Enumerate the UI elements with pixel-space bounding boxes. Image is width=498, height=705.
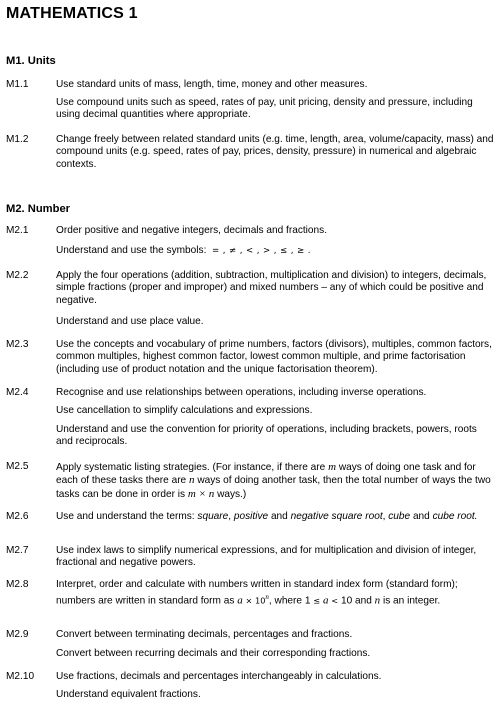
term-negative-square-root: negative square root <box>290 511 383 522</box>
item-text-m1-1-a: Use standard units of mass, length, time, money and other measures. <box>56 79 368 90</box>
var-n-2: n <box>374 594 381 607</box>
item-text-m2-9-b: Convert between recurring decimals and their corresponding fractions. <box>56 648 371 659</box>
m2-6-and-2: and <box>412 511 430 522</box>
m2-5-text-4: ways.) <box>217 488 247 500</box>
item-text-m2-7: Use index laws to simplify numerical expressions, and for multiplication and division of integer, fractional and negative powers. <box>56 545 477 569</box>
term-square: square <box>197 511 229 522</box>
item-text-m2-4-a: Recognise and use relationships between operations, including inverse operations. <box>56 387 427 398</box>
item-number-m2-9: M2.9 <box>6 629 29 640</box>
section-heading-units: M1. Units <box>6 55 56 67</box>
symbols-intro: Understand and use the symbols: <box>56 245 207 256</box>
item-text-m2-6: Use and understand the terms: square, positive and negative square root, cube and cube root. <box>56 511 478 522</box>
exponent-n: n <box>265 593 269 602</box>
item-text-m2-8 <box>56 579 494 608</box>
item-text-m2-3: Use the concepts and vocabulary of prime numbers, factors (divisors), multiples, common factors, common multiples, highest common factor, lowest common multiple, and prime factorisation (including use of product notation and the unique factorisation theorem). <box>56 339 492 375</box>
item-number-m2-6: M2.6 <box>6 511 29 522</box>
var-a: a <box>237 594 243 607</box>
item-text-m2-10-a: Use fractions, decimals and percentages interchangeably in calculations. <box>56 671 382 682</box>
m2-6-and-1: and <box>270 511 288 522</box>
section-heading-number: M2. Number <box>6 203 71 215</box>
m2-6-lead: Use and understand the terms: <box>56 511 195 522</box>
item-number-m2-7: M2.7 <box>6 545 29 556</box>
item-text-m2-10-b: Understand equivalent fractions. <box>56 689 201 700</box>
item-number-m2-2: M2.2 <box>6 270 29 281</box>
item-text-m2-1-a: Order positive and negative integers, decimals and fractions. <box>56 225 327 236</box>
item-number-m2-3: M2.3 <box>6 339 29 350</box>
product-m-n: m × n <box>187 487 215 500</box>
item-number-m2-10: M2.10 <box>6 671 35 682</box>
item-number-m2-8: M2.8 <box>6 579 29 590</box>
item-text-m1-2: Change freely between related standard units (e.g. time, length, area, volume/capacity, mass) and compound units (e.g. speed, rates of pay, prices, density, pressure) in numerical and algebraic contexts. <box>56 134 494 170</box>
var-a-2: a <box>322 594 329 607</box>
item-number-m2-1: M2.1 <box>6 225 29 236</box>
item-number-m1-1: M1.1 <box>6 79 29 90</box>
times-ten: × 10 <box>245 595 266 606</box>
item-text-m2-4-c: Understand and use the convention for priority of operations, including brackets, powers, roots and reciprocals. <box>56 424 477 448</box>
term-cube-root: cube root. <box>432 511 478 522</box>
item-text-m2-2-b: Understand and use place value. <box>56 316 204 327</box>
lt-symbol: < <box>331 595 339 606</box>
item-number-m2-5: M2.5 <box>6 461 29 472</box>
m2-8-text-1: Interpret, order and calculate with numbers written in standard index form (standard form); numbers are written in standard form as <box>56 579 458 607</box>
m2-8-text-2: , where 1 <box>268 595 311 607</box>
term-positive: positive <box>233 511 269 522</box>
m2-5-text-2: ways of doing one task and for each of these tasks there are <box>56 462 476 487</box>
item-text-m2-4-b: Use cancellation to simplify calculations and expressions. <box>56 405 313 416</box>
m2-8-text-4: is an integer. <box>382 595 441 607</box>
item-text-m1-1-b: Use compound units such as speed, rates of pay, unit pricing, density and pressure, including using decimal quantities where appropriate. <box>56 97 473 121</box>
item-text-m2-1-b <box>56 245 494 257</box>
term-cube: cube <box>388 511 411 522</box>
m2-8-text-3: 10 and <box>340 595 372 607</box>
m2-5-text-1: Apply systematic listing strategies. (For instance, if there are <box>56 462 326 473</box>
item-text-m2-5 <box>56 461 494 501</box>
item-text-m2-2-a: Apply the four operations (addition, subtraction, multiplication and division) to integers, decimals, simple fractions (proper and improper) and mixed numbers – any of which could be positive and negative. <box>56 270 487 306</box>
m2-5-text-3: ways of doing another task, then the total number of ways the two tasks can be done in order is <box>56 475 491 500</box>
var-m: m <box>328 461 337 473</box>
page-title: MATHEMATICS 1 <box>6 5 138 22</box>
le-symbol: ≤ <box>313 595 321 606</box>
comparison-symbols: = , ≠ , < , > , ≤ , ≥ . <box>211 246 311 256</box>
var-n: n <box>189 474 195 487</box>
item-text-m2-9-a: Convert between terminating decimals, percentages and fractions. <box>56 629 353 640</box>
item-number-m2-4: M2.4 <box>6 387 29 398</box>
item-number-m1-2: M1.2 <box>6 134 29 145</box>
